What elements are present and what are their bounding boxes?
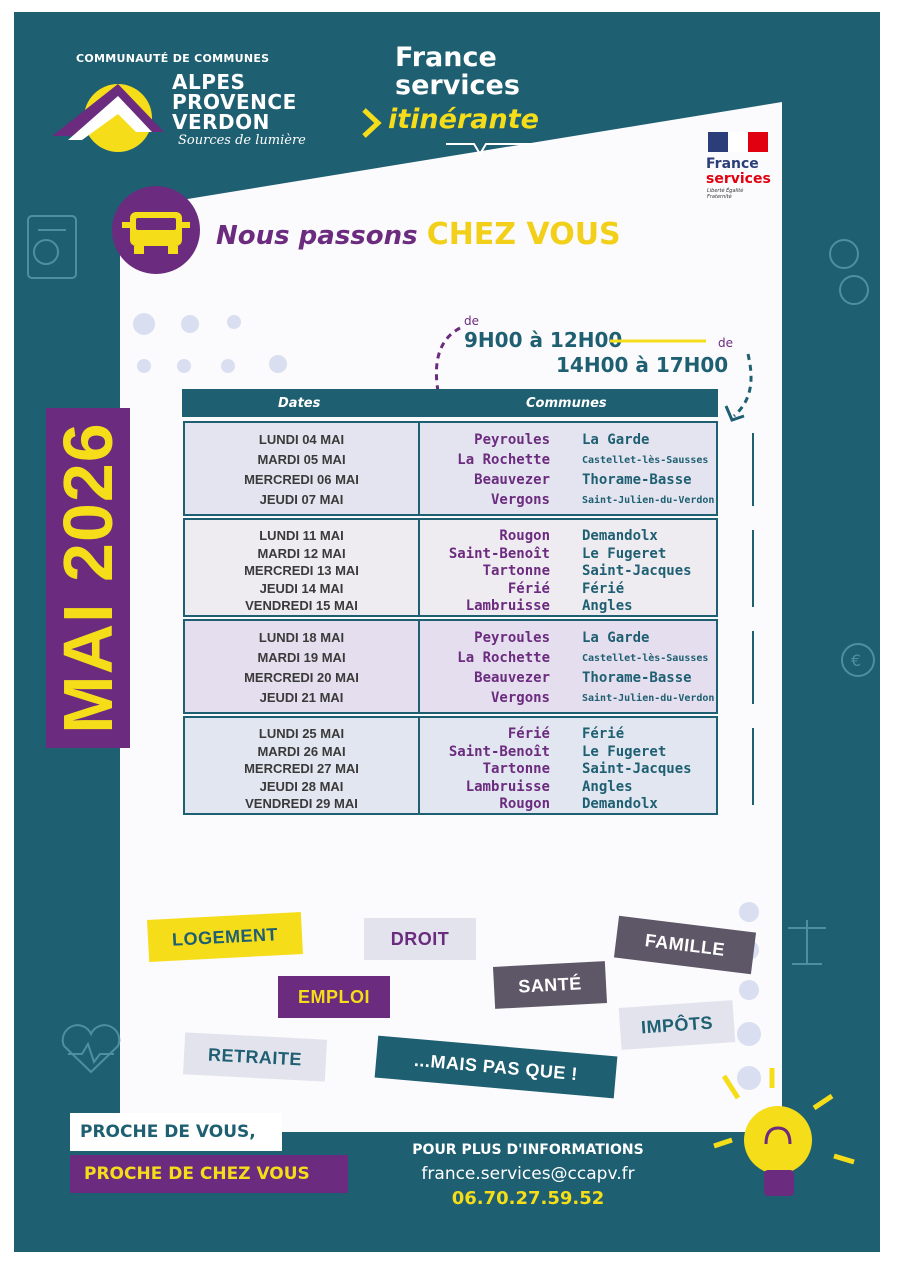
afternoon-commune: Thorame-Basse [582,670,692,686]
topic-tag: RETRAITE [183,1032,327,1081]
date-entry: LUNDI 18 MAI [258,630,345,645]
euro-icon [836,630,880,690]
chevron-right-icon [360,106,384,140]
date-entry: LUNDI 11 MAI [259,528,344,543]
community-logo-icon [48,76,168,156]
topic-tag: EMPLOI [278,976,390,1018]
date-entry: VENDREDI 15 MAI [245,598,358,613]
afternoon-commune: Saint-Jacques [582,563,692,579]
header-communes: Communes [526,396,607,411]
topic-tag: ...MAIS PAS QUE ! [375,1036,618,1099]
dots-decoration [128,300,288,380]
contact-phone[interactable]: 06.70.27.59.52 [451,1188,605,1209]
fs-title-line: services [395,70,520,101]
date-entry: MARDI 19 MAI [257,650,346,665]
afternoon-commune: La Garde [582,630,650,646]
morning-commune: Vergons [490,492,550,508]
banner-prefix: Nous passons [216,221,418,251]
lightbulb-icon [712,1066,862,1206]
afternoon-commune: Saint-Julien-du-Verdon [582,495,715,506]
date-entry: JEUDI 07 MAI [259,492,344,507]
community-small-label: COMMUNAUTÉ DE COMMUNES [76,52,270,65]
info-title: POUR PLUS D'INFORMATIONS [412,1142,644,1158]
month-banner [46,408,130,748]
date-entry: MERCREDI 27 MAI [244,761,359,776]
morning-commune: La Rochette [457,650,550,666]
afternoon-commune: Thorame-Basse [582,472,692,488]
fs-logo-motto: Liberté Égalité Fraternité [707,188,744,200]
date-entry: MARDI 26 MAI [257,743,346,759]
heart-icon [56,1020,126,1080]
community-name-line: VERDON [172,110,270,134]
week-block [183,716,718,815]
contact-email[interactable]: france.services@ccapv.fr [421,1164,635,1184]
date-entry: LUNDI 04 MAI [258,432,345,447]
morning-commune: Vergons [490,690,550,706]
morning-commune: Tartonne [482,761,550,777]
afternoon-commune: Demandolx [582,796,658,812]
afternoon-commune: Le Fugeret [582,743,667,760]
date-entry: MARDI 05 MAI [257,452,346,467]
morning-commune: Lambruisse [465,778,550,795]
morning-commune: Férié [507,726,550,742]
afternoon-commune: Le Fugeret [582,545,667,562]
slogan-line1: PROCHE DE VOUS, [70,1113,282,1151]
date-entry: MERCREDI 06 MAI [244,472,359,487]
morning-commune: Rougon [499,528,550,544]
afternoon-commune: Férié [582,726,625,742]
afternoon-commune: Demandolx [582,528,658,544]
community-name-line: PROVENCE [172,90,297,114]
banner-text [216,217,621,252]
morning-commune: Saint-Benoît [448,743,550,760]
morning-commune: Peyroules [474,630,550,646]
topic-tag: FAMILLE [614,916,756,975]
french-flag-icon [708,130,768,154]
van-icon [104,178,208,282]
month-label: MAI 2026 [49,422,127,734]
column-divider [752,530,754,607]
topic-tag: DROIT [364,918,476,960]
speech-underline-icon [444,140,540,160]
topic-tag: LOGEMENT [147,912,303,962]
column-divider [752,728,754,805]
afternoon-commune: Saint-Jacques [582,761,692,777]
afternoon-commune: Férié [582,580,625,597]
morning-hours: 9H00 à 12H00 [464,328,623,352]
slogan-line2: PROCHE DE CHEZ VOUS [70,1155,348,1193]
afternoon-commune: Castellet-lès-Sausses [582,653,709,664]
fs-title-line: France [395,42,497,73]
date-entry: MERCREDI 20 MAI [244,670,359,685]
week-block [183,421,718,516]
banner-highlight: CHEZ VOUS [426,217,621,252]
document-icon [18,210,88,300]
morning-commune: Lambruisse [465,598,550,614]
arrow-afternoon-icon [722,350,762,430]
column-divider [752,433,754,506]
morning-commune: Tartonne [482,563,550,579]
morning-commune: Rougon [499,796,550,812]
date-entry: JEUDI 14 MAI [259,580,344,596]
fs-itinerante: itinérante [388,104,539,135]
afternoon-hours: 14H00 à 17H00 [556,353,729,377]
people-icon [818,232,878,312]
morning-commune: Beauvezer [474,472,550,488]
afternoon-commune: Castellet-lès-Sausses [582,455,709,466]
week-block [183,619,718,714]
week-block [183,518,718,617]
community-tagline: Sources de lumière [178,133,306,148]
table-header [182,389,718,417]
date-entry: MERCREDI 13 MAI [244,563,359,578]
scales-icon [782,914,832,974]
morning-commune: Férié [507,580,550,597]
date-entry: MARDI 12 MAI [257,545,346,561]
morning-commune: Beauvezer [474,670,550,686]
date-entry: JEUDI 28 MAI [259,778,344,794]
afternoon-prefix: de [718,336,733,350]
morning-commune: La Rochette [457,452,550,468]
community-name-line: ALPES [172,70,246,94]
fs-logo-line2: services [706,171,771,187]
afternoon-commune: La Garde [582,432,650,448]
afternoon-commune: Angles [582,598,633,614]
column-divider [752,631,754,704]
topic-tag: SANTÉ [493,961,607,1009]
header-dates: Dates [278,396,321,411]
svg-text:€: € [851,651,862,670]
topic-tag: IMPÔTS [619,1000,736,1050]
fs-logo-line1: France [706,156,759,172]
date-entry: LUNDI 25 MAI [258,726,345,741]
afternoon-commune: Angles [582,778,633,795]
morning-commune: Saint-Benoît [448,545,550,562]
morning-prefix: de [464,314,479,328]
afternoon-commune: Saint-Julien-du-Verdon [582,693,715,704]
date-entry: JEUDI 21 MAI [259,690,344,705]
morning-commune: Peyroules [474,432,550,448]
poster-sheet [120,102,782,1132]
date-entry: VENDREDI 29 MAI [245,796,358,811]
hours-connector [610,338,710,344]
